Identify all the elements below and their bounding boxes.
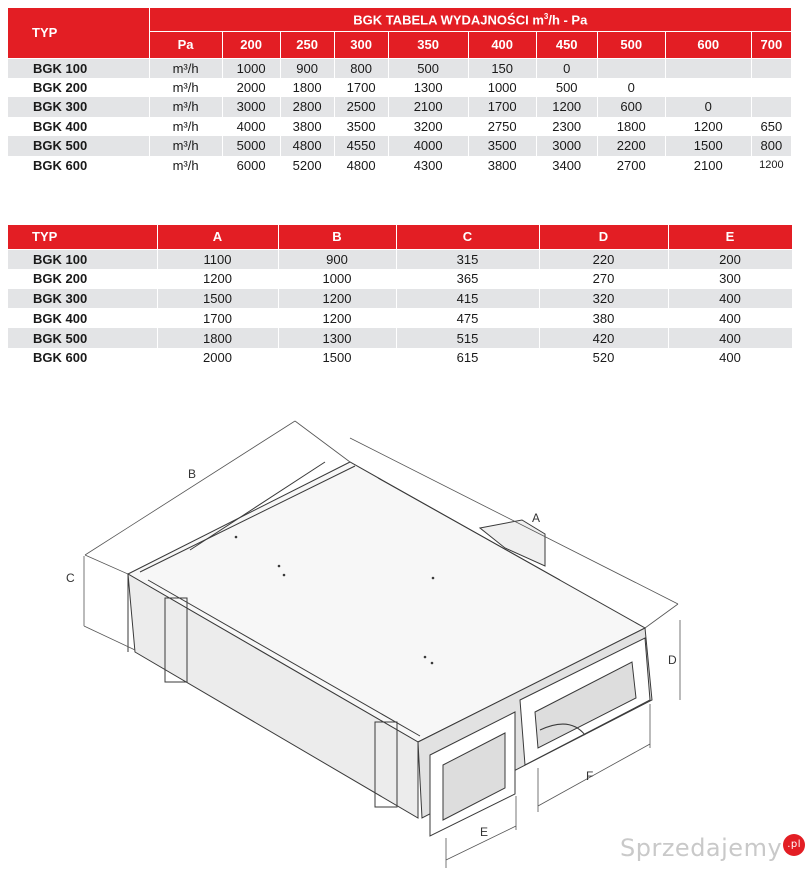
value-cell: 900 [278,249,396,269]
pressure-header: 450 [536,31,597,58]
value-cell: 400 [668,289,792,309]
pa-header: Pa [149,31,222,58]
value-cell: 200 [668,249,792,269]
value-cell: 500 [388,58,468,78]
value-cell: 4000 [222,117,280,137]
value-cell: 300 [668,269,792,289]
value-cell: 650 [751,117,791,137]
pressure-header: 250 [280,31,334,58]
value-cell [751,78,791,98]
value-cell: 1200 [278,289,396,309]
table-row [8,269,792,289]
dim-label-a: A [532,511,541,525]
value-cell: 3500 [334,117,388,137]
unit-cell: m³/h [149,78,222,98]
table-row [8,156,792,176]
table-row [8,136,792,156]
row-label: BGK 100 [8,249,157,269]
value-cell: 415 [396,289,539,309]
value-cell: 515 [396,328,539,348]
value-cell: 1000 [468,78,536,98]
value-cell: 520 [539,348,668,368]
value-cell: 3800 [280,117,334,137]
value-cell: 615 [396,348,539,368]
row-label: BGK 500 [8,136,149,156]
value-cell: 1200 [157,269,278,289]
dimension-header: C [396,225,539,249]
dimension-header: E [668,225,792,249]
value-cell: 315 [396,249,539,269]
value-cell: 320 [539,289,668,309]
value-cell: 4800 [334,156,388,176]
value-cell: 2500 [334,97,388,117]
unit-cell: m³/h [149,117,222,137]
table-row [8,58,792,78]
value-cell: 2000 [157,348,278,368]
value-cell: 500 [536,78,597,98]
value-cell: 0 [665,97,751,117]
row-label: BGK 500 [8,328,157,348]
value-cell: 3500 [468,136,536,156]
value-cell: 1800 [597,117,665,137]
value-cell: 3800 [468,156,536,176]
value-cell: 1200 [665,117,751,137]
dim-label-c: C [66,571,75,585]
pressure-header: 200 [222,31,280,58]
value-cell: 1700 [468,97,536,117]
value-cell: 365 [396,269,539,289]
table-row [8,249,792,269]
row-label: BGK 200 [8,269,157,289]
value-cell: 600 [597,97,665,117]
value-cell: 475 [396,308,539,328]
value-cell: 400 [668,328,792,348]
value-cell: 1000 [222,58,280,78]
unit-cell: m³/h [149,58,222,78]
row-label: BGK 400 [8,117,149,137]
value-cell: 270 [539,269,668,289]
watermark: Sprzedajemy .pl [620,834,805,862]
value-cell: 800 [334,58,388,78]
value-cell: 4550 [334,136,388,156]
value-cell: 1800 [157,328,278,348]
dimensions-table [8,225,793,368]
value-cell: 0 [597,78,665,98]
unit-dimension-drawing [0,400,810,882]
value-cell: 1700 [157,308,278,328]
value-cell: 2100 [665,156,751,176]
value-cell: 3000 [222,97,280,117]
value-cell: 150 [468,58,536,78]
pressure-header: 350 [388,31,468,58]
pressure-header: 600 [665,31,751,58]
value-cell: 2100 [388,97,468,117]
value-cell: 0 [536,58,597,78]
value-cell: 1700 [334,78,388,98]
value-cell: 1800 [280,78,334,98]
dim-label-b: B [188,467,197,481]
dimension-header: A [157,225,278,249]
value-cell: 2300 [536,117,597,137]
pressure-header: 400 [468,31,536,58]
unit-cell: m³/h [149,136,222,156]
value-cell: 420 [539,328,668,348]
value-cell: 2200 [597,136,665,156]
typ-header: TYP [8,225,157,249]
value-cell: 220 [539,249,668,269]
capacity-table-title: BGK TABELA WYDAJNOŚCI $m^3/h$ - Pa [149,8,791,31]
value-cell: 3200 [388,117,468,137]
dimension-header: D [539,225,668,249]
value-cell: 2700 [597,156,665,176]
value-cell [751,97,791,117]
value-cell: 3400 [536,156,597,176]
value-cell: 380 [539,308,668,328]
value-cell: 2750 [468,117,536,137]
value-cell: 2000 [222,78,280,98]
value-cell: 3000 [536,136,597,156]
pressure-header: 300 [334,31,388,58]
dimension-header: B [278,225,396,249]
dim-label-e: E [480,825,489,839]
value-cell [665,58,751,78]
table-row [8,308,792,328]
value-cell: 6000 [222,156,280,176]
value-cell: 800 [751,136,791,156]
table-row [8,328,792,348]
value-cell: 400 [668,348,792,368]
row-label: BGK 400 [8,308,157,328]
value-cell: 1300 [388,78,468,98]
value-cell: 4000 [388,136,468,156]
row-label: BGK 100 [8,58,149,78]
value-cell: 5000 [222,136,280,156]
table-row [8,97,792,117]
row-label: BGK 600 [8,156,149,176]
value-cell: 5200 [280,156,334,176]
value-cell: 1200 [278,308,396,328]
pressure-header: 700 [751,31,791,58]
table-row [8,348,792,368]
table-row [8,289,792,309]
value-cell: 1300 [278,328,396,348]
table-row [8,117,792,137]
capacity-table [8,8,792,175]
typ-header: TYP [8,8,149,58]
table-row [8,78,792,98]
value-cell: 400 [668,308,792,328]
row-label: BGK 300 [8,97,149,117]
value-cell: 1200 [536,97,597,117]
value-cell: 1500 [157,289,278,309]
value-cell: 2800 [280,97,334,117]
row-label: BGK 600 [8,348,157,368]
dim-label-d: D [668,653,677,667]
value-cell: 1500 [665,136,751,156]
value-cell: 1000 [278,269,396,289]
value-cell [751,58,791,78]
row-label: BGK 300 [8,289,157,309]
value-cell: 1200 [751,156,791,176]
row-label: BGK 200 [8,78,149,98]
unit-cell: m³/h [149,97,222,117]
value-cell: 1100 [157,249,278,269]
value-cell [665,78,751,98]
value-cell: 4800 [280,136,334,156]
value-cell: 900 [280,58,334,78]
unit-cell: m³/h [149,156,222,176]
value-cell: 1500 [278,348,396,368]
value-cell: 4300 [388,156,468,176]
dim-label-f: F [586,769,594,783]
value-cell [597,58,665,78]
pressure-header: 500 [597,31,665,58]
